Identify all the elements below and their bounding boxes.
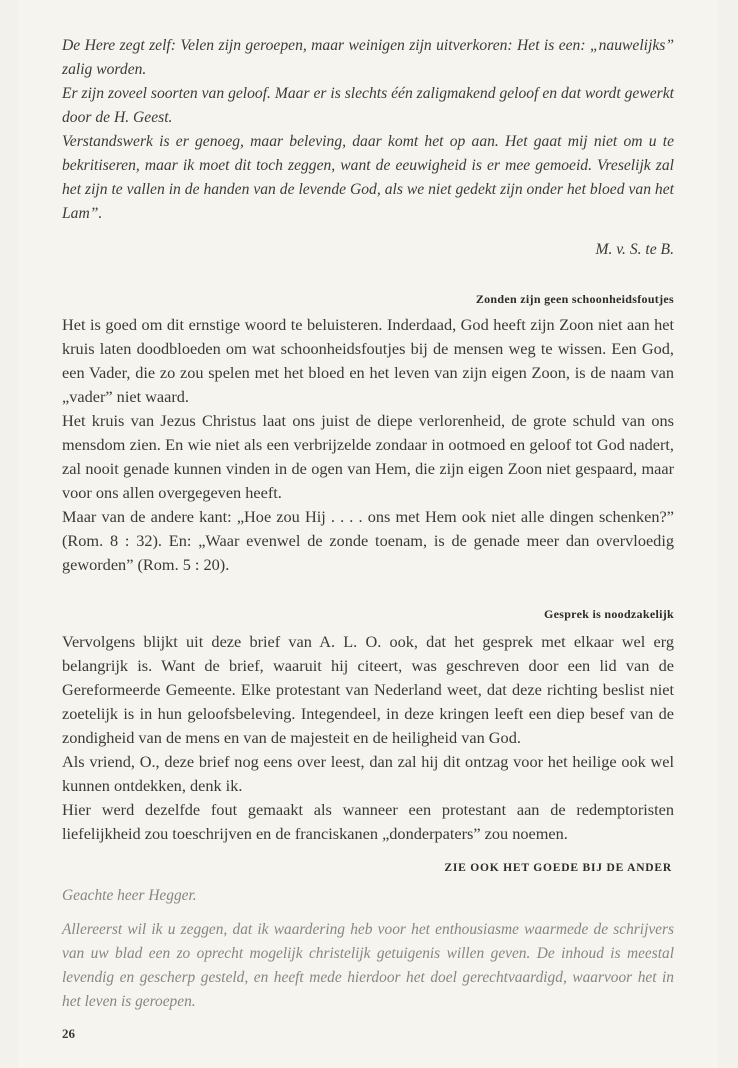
body-paragraph: Als vriend, O., deze brief nog eens over leest, dan zal hij dit ontzag voor het heilige ook wel kunnen ontdekken, denk ik. — [62, 752, 674, 795]
quote-paragraph: Er zijn zoveel soorten van geloof. Maar er is slechts één zaligmakend geloof en dat wordt gewerkt door de H. Geest. — [62, 85, 674, 126]
section-heading-caps: ZIE OOK HET GOEDE BIJ DE ANDER — [444, 862, 672, 874]
salutation: Geachte heer Hegger. — [62, 887, 197, 904]
body-paragraph: Vervolgens blijkt uit deze brief van A. L. O. ook, dat het gesprek met elkaar wel erg belangrijk is. Want de brief, waaruit hij citeert, was geschreven door een lid van de Gereformeerde Gemeente. Elke protestant van Nederland weet, dat deze richting beslist niet zoetelijk is in hun geloofsbeleving. Integendeel, in deze kringen leeft een diep besef van de zondigheid van de mens en van de majesteit en de heiligheid van God. — [62, 632, 674, 747]
section-heading: Gesprek is noodzakelijk — [543, 607, 674, 621]
section-sins — [62, 292, 674, 577]
body-paragraph: Het kruis van Jezus Christus laat ons juist de diepe verlorenheid, de grote schuld van ons mensdom zien. En wie niet als een verbrijzelde zondaar in ootmoed en geloof tot God nadert, zal nooit genade kunnen vinden in de ogen van Hem, die zijn eigen Zoon niet gespaard, maar voor ons allen overgegeven heeft. — [62, 411, 674, 502]
body-paragraph: Allereerst wil ik u zeggen, dat ik waardering heb voor het enthousiasme waarmede de schrijvers van uw blad een zo oprecht mogelijk christelijk getuigenis willen geven. De inhoud is meestal levendig en gescherp gesteld, en heeft mede hierdoor het doel gerechtvaardigd, waarvoor het in het leven is geroepen. — [62, 921, 674, 1010]
section3-heading-row — [62, 846, 674, 884]
letter-quote — [62, 34, 674, 262]
signature: M. v. S. te B. — [595, 241, 674, 258]
page-number: 26 — [62, 1026, 75, 1041]
quote-paragraph: Verstandswerk is er genoeg, maar beleving, daar komt het op aan. Het gaat mij niet om u te bekritiseren, maar ik moet dit toch zeggen, want de eeuwigheid is er mee gemoeid. Vreselijk zal het zijn te vallen in de handen van de levende God, als we niet gedekt zijn onder het bloed van het Lam”. — [62, 133, 674, 222]
section-heading: Zonden zijn geen schoonheidsfoutjes — [475, 292, 674, 306]
document-page — [18, 0, 718, 1068]
body-paragraph: Maar van de andere kant: „Hoe zou Hij . . . . ons met Hem ook niet alle dingen schenken?” (Rom. 8 : 32). En: „Waar evenwel de zonde toenam, is de genade meer dan overvloedig geworden” (Rom. 5 : 20). — [62, 507, 674, 574]
section-conversation — [62, 607, 674, 846]
section-see-good — [62, 884, 674, 1014]
body-paragraph: Het is goed om dit ernstige woord te beluisteren. Inderdaad, God heeft zijn Zoon niet aan het kruis laten doodbloeden om wat schoonheidsfoutjes bij de mensen weg te wissen. Een God, een Vader, die zo zou spelen met het bloed en het leven van zijn eigen Zoon, is de naam van „vader” niet waard. — [62, 315, 674, 406]
body-paragraph: Hier werd dezelfde fout gemaakt als wanneer een protestant aan de redemptoristen liefelijkheid zou toeschrijven en de franciskanen „donderpaters” zou noemen. — [62, 800, 674, 843]
quote-paragraph: De Here zegt zelf: Velen zijn geroepen, maar weinigen zijn uitverkoren: Het is een: „nauwelijks” zalig worden. — [62, 37, 674, 78]
